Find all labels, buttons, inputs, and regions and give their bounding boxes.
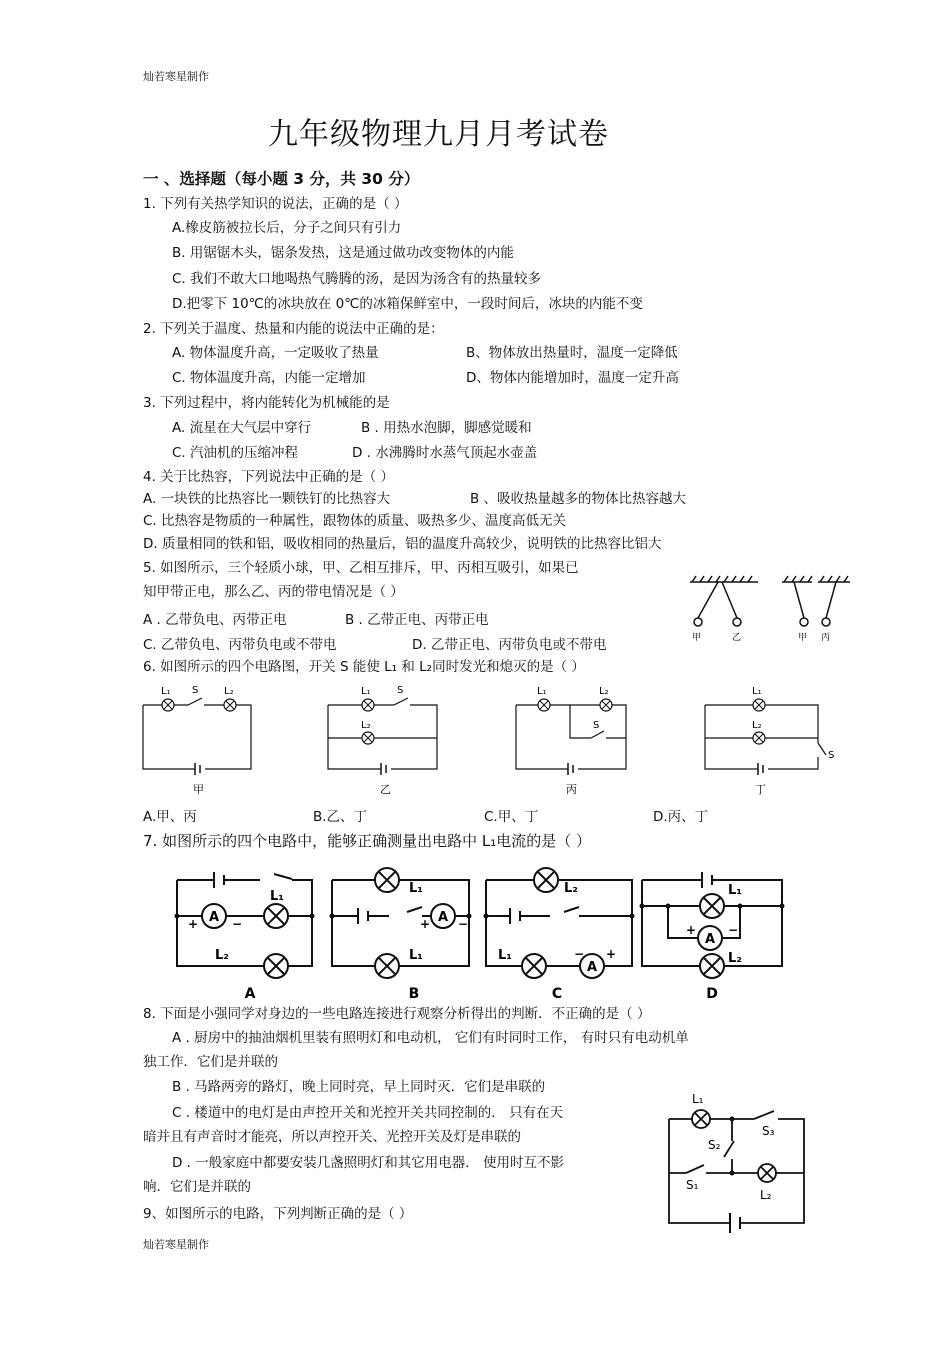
q8-option-d-cont: 响．它们是并联的 (143, 1179, 251, 1195)
q5-option-b: B . 乙带正电、丙带正电 (345, 612, 489, 628)
q6-option-c: C.甲、丁 (484, 809, 539, 825)
q7-figure (172, 862, 812, 1002)
q7-caption: A (244, 986, 256, 1002)
q6-caption: 丁 (755, 783, 766, 796)
q6-caption: 乙 (380, 783, 391, 796)
q6-label-l1: L₁ (752, 686, 762, 697)
q6-label-s: S (192, 685, 199, 696)
q4-option-c: C. 比热容是物质的一种属性，跟物体的质量、吸热多少、温度高低无关 (143, 513, 567, 529)
q6-stem: 6. 如图所示的四个电路图，开关 S 能使 L₁ 和 L₂同时发光和熄灭的是（ ） (143, 659, 585, 675)
q5-ball-label: 甲 (798, 633, 808, 643)
q6-figure (138, 683, 858, 798)
q9-label-s3: S₃ (762, 1124, 775, 1138)
q7-label-l1: L₁ (270, 889, 284, 904)
q3-option-a: A. 流星在大气层中穿行 (172, 420, 312, 436)
q6-label-s: S (593, 720, 600, 731)
q7-label-l2: L₂ (215, 948, 229, 963)
q6-label-l2: L₂ (224, 686, 234, 697)
q7-plus: + (420, 917, 431, 931)
q7-stem: 7. 如图所示的四个电路中，能够正确测量出电路中 L₁电流的是（ ） (143, 832, 591, 850)
q5-ball-label: 甲 (692, 633, 702, 643)
q9-label-l2: L₂ (760, 1188, 772, 1202)
q5-ball-label: 乙 (732, 633, 742, 643)
q6-option-b: B.乙、丁 (313, 809, 368, 825)
q7-ammeter-label: A (704, 932, 716, 947)
q2-option-b: B、物体放出热量时，温度一定降低 (466, 345, 678, 361)
q7-caption: B (408, 986, 420, 1002)
q3-option-c: C. 汽油机的压缩冲程 (172, 445, 299, 461)
q2-option-a: A. 物体温度升高，一定吸收了热量 (172, 345, 379, 361)
q6-label-l1: L₁ (361, 686, 371, 697)
q6-label-s: S (828, 750, 835, 761)
q3-stem: 3. 下列过程中，将内能转化为机械能的是 (143, 395, 390, 411)
q6-option-a: A.甲、丙 (143, 809, 197, 825)
q7-ammeter-label: A (208, 910, 220, 925)
q7-label-l1: L₁ (409, 881, 423, 896)
q7-minus: − (728, 923, 739, 937)
q7-label-l1: L₁ (409, 948, 423, 963)
q5-ball-label: 丙 (821, 633, 831, 643)
q2-option-d: D、物体内能增加时，温度一定升高 (466, 370, 679, 386)
q7-minus: − (458, 917, 469, 931)
q7-ammeter-label: A (437, 910, 449, 925)
q7-plus: + (606, 947, 617, 961)
q3-option-d: D . 水沸腾时水蒸气顶起水壶盖 (352, 445, 538, 461)
q8-option-a: A . 厨房中的抽油烟机里装有照明灯和电动机， 它们有时同时工作， 有时只有电动机单 (172, 1030, 689, 1046)
q5-figure (688, 574, 858, 644)
q8-option-b: B . 马路两旁的路灯，晚上同时亮，早上同时灭．它们是串联的 (172, 1079, 546, 1095)
q6-caption: 丙 (566, 783, 577, 796)
q4-stem: 4. 关于比热容，下列说法中正确的是（ ） (143, 469, 394, 485)
q8-stem: 8. 下面是小强同学对身边的一些电路连接进行观察分析得出的判断．不正确的是（ ） (143, 1006, 651, 1022)
q8-option-a-cont: 独工作．它们是并联的 (143, 1054, 278, 1070)
q7-minus: − (232, 917, 243, 931)
q6-label-l2: L₂ (752, 720, 762, 731)
q7-minus: − (574, 947, 585, 961)
q7-label-l2: L₂ (564, 881, 578, 896)
q7-label-l2: L₂ (728, 951, 742, 966)
q6-option-d: D.丙、丁 (653, 809, 709, 825)
q6-label-s: S (397, 685, 404, 696)
q9-label-s2: S₂ (708, 1138, 721, 1152)
q7-label-l1: L₁ (498, 948, 512, 963)
q8-option-c-cont: 暗并且有声音时才能亮，所以声控开关、光控开关及灯是串联的 (143, 1129, 521, 1145)
q4-option-b: B 、吸收热量越多的物体比热容越大 (470, 491, 687, 507)
q9-label-s1: S₁ (686, 1178, 699, 1192)
q9-stem: 9、如图所示的电路，下列判断正确的是（ ） (143, 1206, 413, 1222)
q9-figure (664, 1085, 814, 1240)
q7-plus: + (188, 917, 199, 931)
q1-option-a: A.橡皮筋被拉长后，分子之间只有引力 (172, 220, 402, 236)
q1-option-c: C. 我们不敢大口地喝热气腾腾的汤，是因为汤含有的热量较多 (172, 271, 542, 287)
q7-ammeter-label: A (586, 960, 598, 975)
q6-label-l1: L₁ (537, 686, 547, 697)
q5-stem-line1: 5. 如图所示，三个轻质小球，甲、乙相互排斥，甲、丙相互吸引，如果已 (143, 560, 579, 576)
page-footer: 灿若寒星制作 (143, 1238, 209, 1251)
q7-plus: + (686, 923, 697, 937)
q5-option-d: D. 乙带正电、丙带负电或不带电 (412, 637, 607, 653)
q1-stem: 1. 下列有关热学知识的说法，正确的是（ ） (143, 196, 408, 212)
q6-label-l2: L₂ (361, 720, 371, 731)
q7-label-l1: L₁ (728, 883, 742, 898)
q5-stem-line2: 知甲带正电，那么乙、丙的带电情况是（ ） (143, 584, 404, 600)
page-title: 九年级物理九月月考试卷 (268, 117, 609, 152)
q4-option-a: A. 一块铁的比热容比一颗铁钉的比热容大 (143, 491, 391, 507)
section-heading: 一 、选择题（每小题 3 分，共 30 分） (143, 170, 420, 188)
q6-label-l2: L₂ (599, 686, 609, 697)
q1-option-d: D.把零下 10℃的冰块放在 0℃的冰箱保鲜室中，一段时间后，冰块的内能不变 (172, 296, 643, 312)
q7-caption: C (551, 986, 563, 1002)
q6-label-l1: L₁ (161, 686, 171, 697)
q5-option-a: A . 乙带负电、丙带正电 (143, 612, 287, 628)
q4-option-d: D. 质量相同的铁和铝，吸收相同的热量后，铝的温度升高较少，说明铁的比热容比铝大 (143, 536, 662, 552)
q5-option-c: C. 乙带负电、丙带负电或不带电 (143, 637, 337, 653)
q2-stem: 2. 下列关于温度、热量和内能的说法中正确的是： (143, 321, 444, 337)
q9-label-l1: L₁ (692, 1092, 704, 1106)
q7-caption: D (706, 986, 718, 1002)
q6-caption: 甲 (193, 783, 204, 796)
page-header: 灿若寒星制作 (143, 70, 209, 83)
q3-option-b: B . 用热水泡脚，脚感觉暖和 (361, 420, 532, 436)
q1-option-b: B. 用锯锯木头，锯条发热，这是通过做功改变物体的内能 (172, 245, 514, 261)
q8-option-c: C . 楼道中的电灯是由声控开关和光控开关共同控制的． 只有在天 (172, 1105, 564, 1121)
q8-option-d: D . 一般家庭中都要安装几盏照明灯和其它用电器． 使用时互不影 (172, 1155, 565, 1171)
q2-option-c: C. 物体温度升高，内能一定增加 (172, 370, 366, 386)
